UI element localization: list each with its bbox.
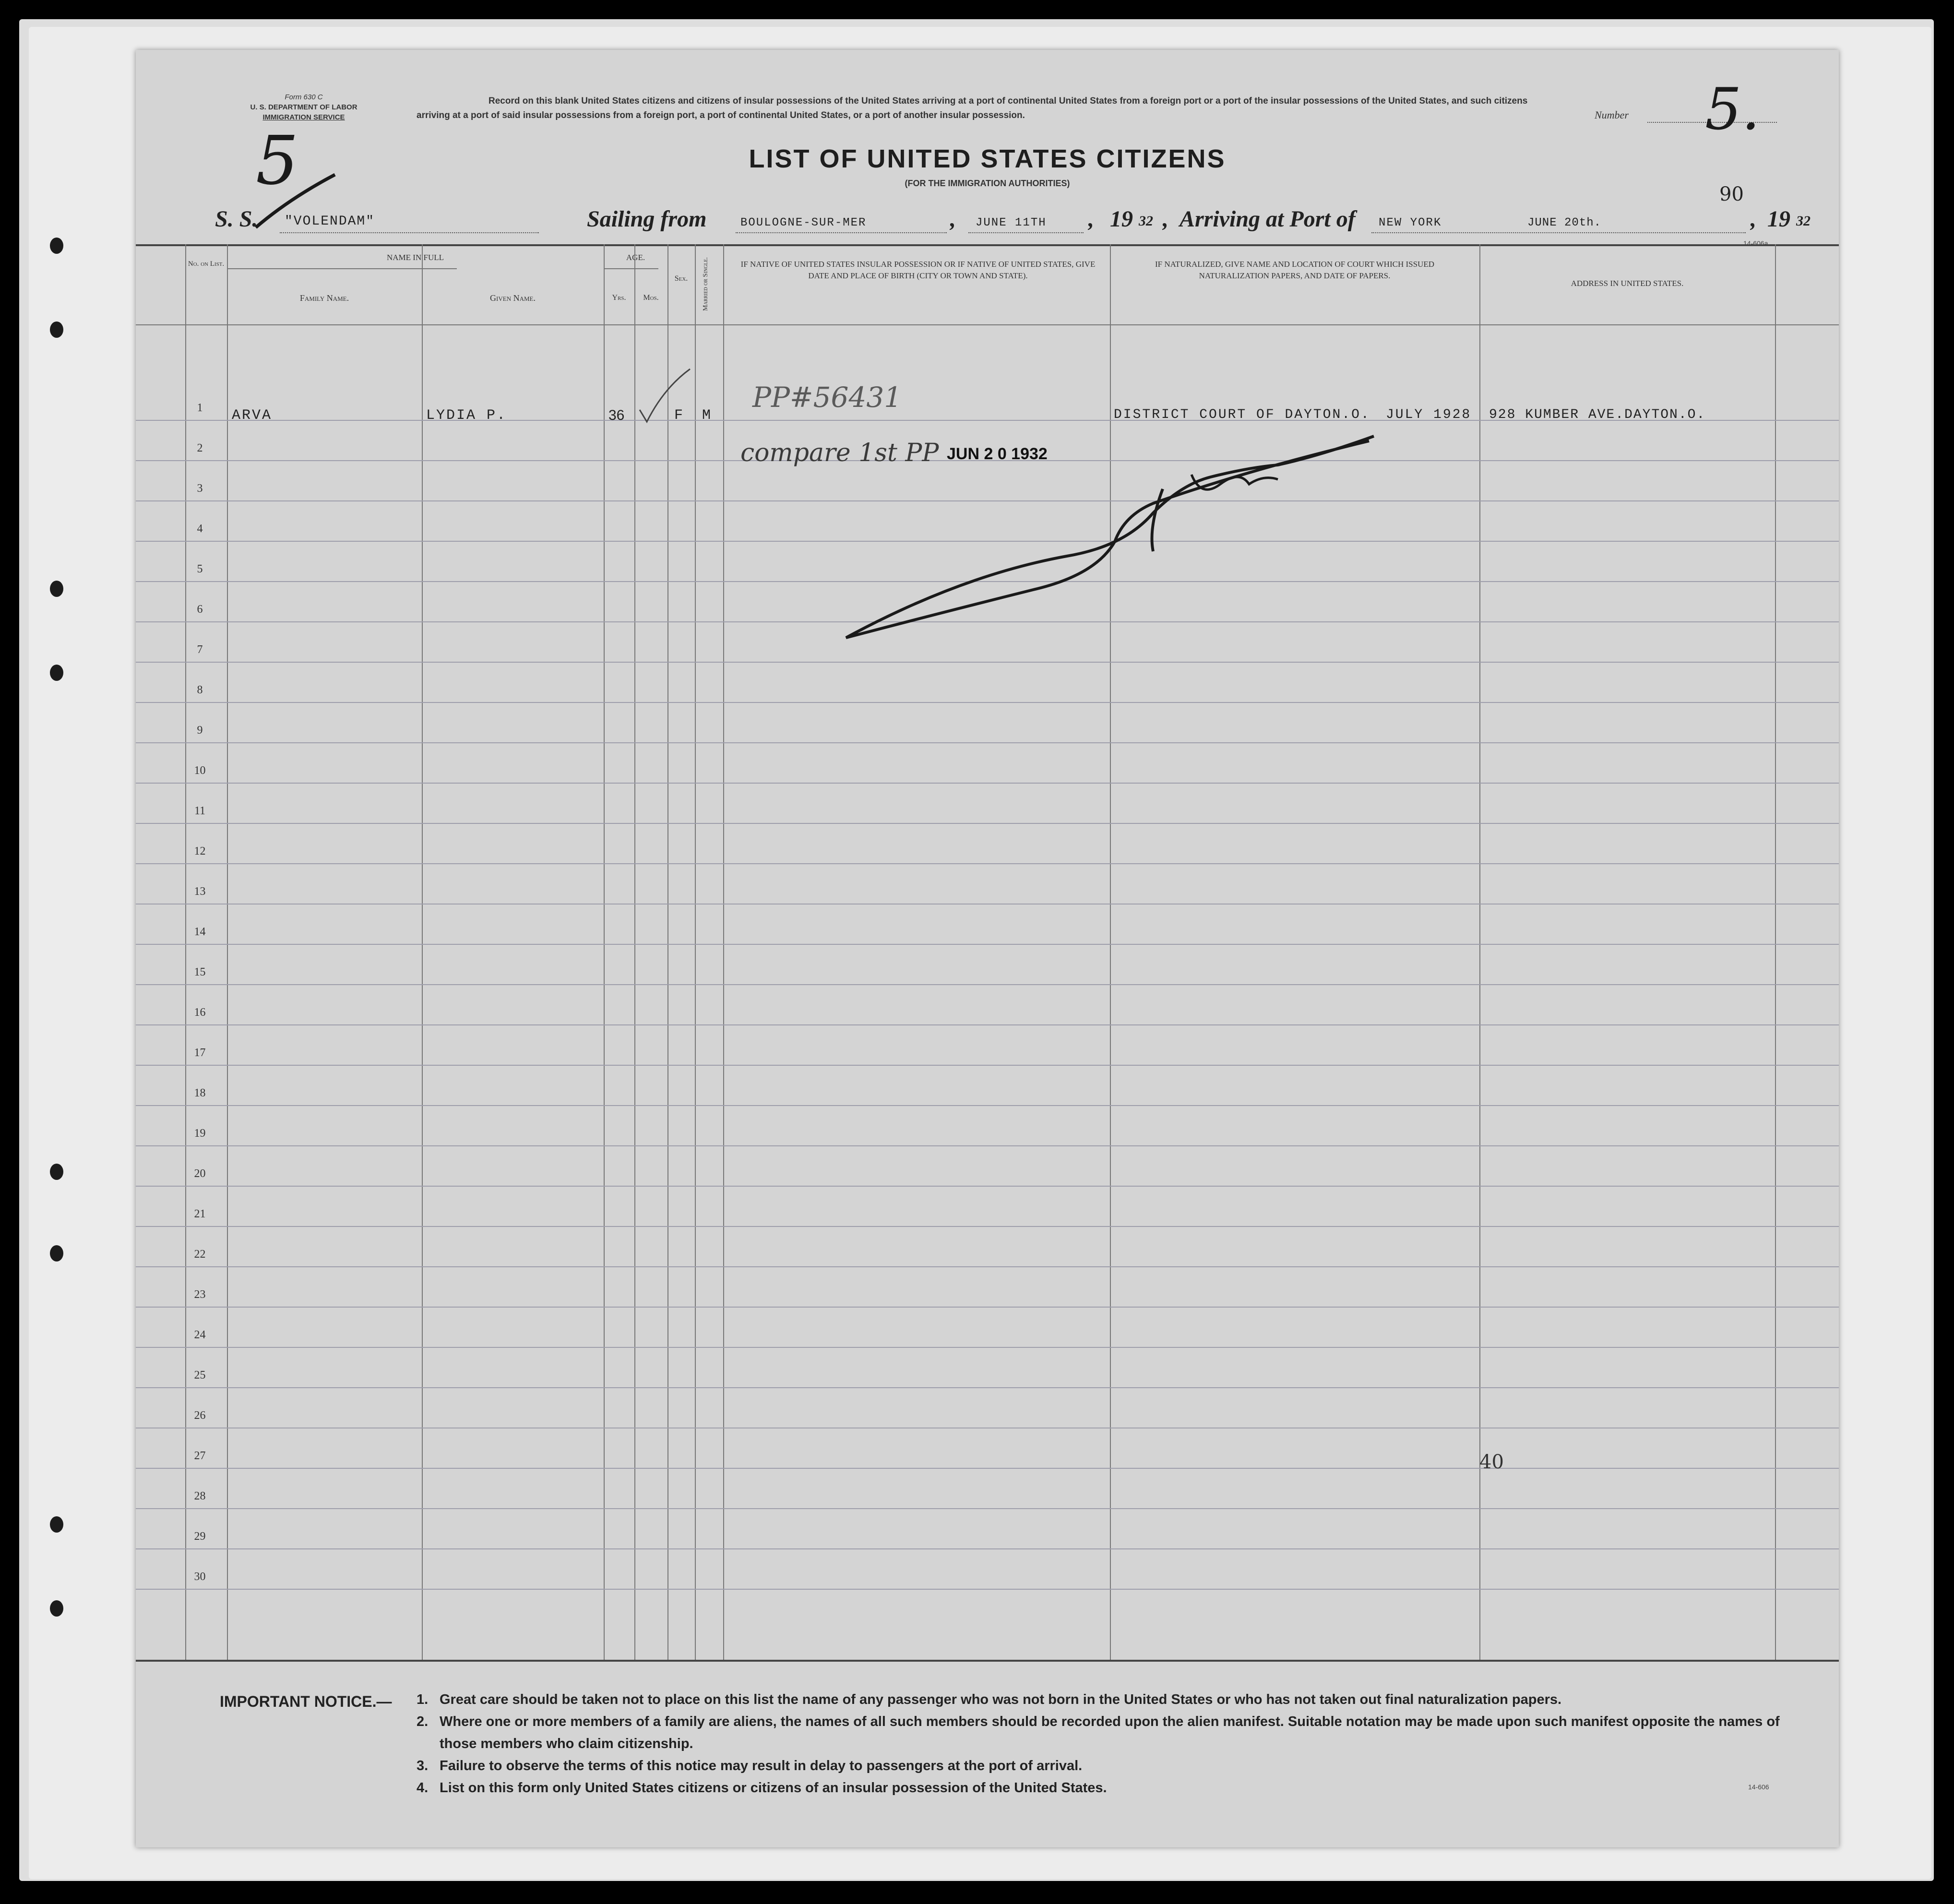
row-number: 13 (194, 885, 206, 898)
header-naturalized: IF NATURALIZED, GIVE NAME AND LOCATION OF COURT WHICH ISSUED NATURALIZATION PAPERS, AND DATE OF PAPERS. (1155, 260, 1434, 280)
service: IMMIGRATION SERVICE (262, 113, 345, 121)
notice-lead: IMPORTANT NOTICE.— (220, 1693, 392, 1710)
comma-sep: , (1163, 206, 1168, 232)
number-label: Number (1595, 109, 1629, 121)
binder-hole (50, 1164, 63, 1180)
table-row (136, 1548, 1839, 1549)
row-number: 24 (194, 1329, 206, 1341)
table-row (136, 1226, 1839, 1227)
col-rule (695, 244, 696, 1660)
row-number: 18 (194, 1087, 206, 1099)
table-row (136, 1266, 1839, 1267)
col-rule (1775, 244, 1776, 1660)
row-number: 1 (197, 402, 203, 414)
notice-item-text: Failure to observe the terms of this notice may result in delay to passengers at the port of arrival. (440, 1758, 1083, 1773)
row-number: 30 (194, 1571, 206, 1583)
page-mark: 40 (1479, 1451, 1504, 1473)
check-mark (630, 364, 697, 431)
header-given-name: Given Name. (490, 293, 536, 303)
notice-item-text: Great care should be taken not to place on this list the name of any passenger who was not born in the United States or who has not taken out final naturalization papers. (440, 1692, 1562, 1707)
row-number: 20 (194, 1167, 206, 1180)
arrival-date: JUNE 20th. (1527, 216, 1602, 229)
binder-hole (50, 1516, 63, 1533)
col-rule (1479, 244, 1480, 1660)
row-number: 6 (197, 603, 203, 616)
table-row (136, 1065, 1839, 1066)
table-bottom-rule (136, 1660, 1839, 1662)
header-age-months: Mos. (643, 294, 659, 302)
row-number: 7 (197, 643, 203, 656)
printer-code-top: 14-606a (1743, 239, 1768, 247)
table-row (136, 662, 1839, 663)
arrival-port: NEW YORK (1379, 216, 1442, 229)
arrival-port-line (1371, 232, 1746, 233)
col-rule (667, 244, 668, 1660)
comma-sep: , (1088, 206, 1094, 232)
compare-note: compare 1st PP (740, 439, 939, 467)
form-instructions: Record on this blank United States citizens and citizens of insular possessions of the United States arriving at a port of continental United States from a foreign port or a port of the insular possessions of the United States, and such citizens arriving at a port of said insular possessions from a foreign port, a port of continental United States, or a port of another insular possession. (417, 96, 1528, 120)
comma-sep: , (950, 206, 956, 232)
entry-marital-status: M (702, 407, 713, 424)
notice-item: 1. Great care should be taken not to place on this list the name of any passenger who was not born in the United States or who has not taken out final naturalization papers. (417, 1692, 1562, 1707)
row-number: 22 (194, 1248, 206, 1261)
col-rule (227, 244, 228, 1660)
table-row (136, 984, 1839, 985)
arriving-label: Arriving at Port of (1180, 206, 1356, 232)
notice-item-text: Where one or more members of a family are aliens, the names of all such members should be recorded upon the alien manifest. Suitable notation may be made upon such manifest opposite the names of those members who claim citizenship. (440, 1714, 1780, 1751)
departure-date: JUNE 11TH (976, 216, 1047, 229)
table-row (136, 1145, 1839, 1146)
ship-name: "VOLENDAM" (285, 214, 375, 229)
table-row (136, 702, 1839, 703)
row-number: 4 (197, 523, 203, 535)
row-number: 28 (194, 1490, 206, 1502)
table-row (136, 1387, 1839, 1388)
table-row (136, 1589, 1839, 1590)
row-number: 8 (197, 684, 203, 696)
row-number: 17 (194, 1047, 206, 1059)
row-number: 29 (194, 1530, 206, 1543)
binder-hole (50, 321, 63, 338)
binder-hole (50, 238, 63, 254)
row-number: 11 (194, 805, 206, 817)
row-number: 27 (194, 1450, 206, 1462)
row-number: 9 (197, 724, 203, 737)
col-rule (422, 244, 423, 1660)
col-rule (634, 244, 635, 1660)
header-no-on-list: No. on List. (188, 260, 225, 268)
corner-number: 5 (256, 122, 299, 200)
table-row (136, 1186, 1839, 1187)
form-identifier (205, 92, 402, 122)
notice-item: 2. Where one or more members of a family are aliens, the names of all such members should be recorded upon the alien manifest. Suitable notation may be made upon such manifest opposite the names of those members who claim citizenship. (417, 1714, 1780, 1751)
binder-hole (50, 1600, 63, 1617)
entry-naturalization-court: DISTRICT COURT OF DAYTON.O. (1114, 407, 1370, 422)
entry-naturalization-date: JULY 1928 (1386, 407, 1472, 422)
departure-year-prefix: 19 (1110, 206, 1133, 232)
entry-sex: F (674, 407, 685, 424)
row-number: 10 (194, 764, 206, 777)
notice-list (417, 1689, 1818, 1799)
departure-port: BOULOGNE-SUR-MER (740, 216, 867, 229)
notice-item: 4. List on this form only United States citizens or citizens of an insular possession of the United States. (417, 1780, 1107, 1796)
table-row (136, 823, 1839, 824)
table-row (136, 944, 1839, 945)
top-right-number: 90 (1719, 183, 1744, 205)
printer-code: 14-606 (1748, 1783, 1769, 1791)
header-native: IF NATIVE OF UNITED STATES INSULAR POSSESSION OR IF NATIVE OF UNITED STATES, GIVE DATE AND PLACE OF BIRTH (CITY OR TOWN AND STATE). (740, 260, 1096, 280)
manifest-number: 5. (1705, 76, 1760, 143)
entry-family-name: ARVA (232, 407, 273, 424)
header-sex: Sex. (674, 274, 688, 283)
row-number: 19 (194, 1127, 206, 1140)
table-row (136, 783, 1839, 784)
row-number: 2 (197, 442, 203, 454)
passport-note: PP#56431 (752, 381, 902, 414)
row-number: 14 (194, 926, 206, 938)
row-number: 21 (194, 1208, 206, 1220)
voyage-details (136, 194, 1839, 237)
page-subtitle: (FOR THE IMMIGRATION AUTHORITIES) (905, 178, 1070, 188)
department: U. S. DEPARTMENT OF LABOR (250, 103, 357, 111)
table-row (136, 1307, 1839, 1308)
entry-age-years: 36 (608, 407, 625, 423)
header-age-years: Yrs. (612, 294, 626, 302)
row-number: 23 (194, 1288, 206, 1301)
notice-item: 3. Failure to observe the terms of this notice may result in delay to passengers at the port of arrival. (417, 1758, 1083, 1773)
manifest-table (136, 244, 1839, 1660)
header-married-single: Married or Single. (702, 257, 709, 311)
departure-year: 32 (1139, 213, 1153, 229)
entry-given-name: LYDIA P. (426, 407, 507, 424)
date-stamp: JUN 2 0 1932 (947, 445, 1048, 463)
header-address: ADDRESS IN UNITED STATES. (1571, 279, 1684, 288)
notice-item-text: List on this form only United States citizens or citizens of an insular possession of the United States. (440, 1780, 1107, 1796)
departure-port-line (736, 232, 947, 233)
table-row (136, 1468, 1839, 1469)
header-bottom-rule (136, 324, 1839, 325)
table-top-rule (136, 244, 1839, 246)
binder-hole (50, 665, 63, 681)
entry-address: 928 KUMBER AVE.DAYTON.O. (1489, 407, 1706, 422)
ship-name-line (280, 232, 539, 233)
col-rule (723, 244, 724, 1660)
age-subhead-rule (604, 268, 658, 269)
row-number: 25 (194, 1369, 206, 1381)
table-row (136, 742, 1839, 743)
table-row (136, 1508, 1839, 1509)
inspector-signature (817, 431, 1441, 643)
binder-hole (50, 1245, 63, 1261)
row-number: 3 (197, 482, 203, 495)
header-family-name: Family Name. (299, 293, 349, 303)
comma-sep: , (1751, 206, 1756, 232)
table-row (136, 1105, 1839, 1106)
page-title: LIST OF UNITED STATES CITIZENS (749, 144, 1226, 173)
departure-date-line (968, 232, 1084, 233)
binder-hole (50, 581, 63, 597)
sailing-from-label: Sailing from (587, 206, 707, 232)
table-row (136, 1347, 1839, 1348)
table-row (136, 863, 1839, 864)
header-name-in-full: NAME IN FULL (387, 253, 444, 262)
row-number: 15 (194, 966, 206, 978)
arrival-year: 32 (1796, 213, 1811, 229)
col-rule (604, 244, 605, 1660)
row-number: 26 (194, 1409, 206, 1422)
table-row (136, 1024, 1839, 1025)
arrival-year-prefix: 19 (1767, 206, 1790, 232)
row-number: 5 (197, 563, 203, 575)
row-number: 12 (194, 845, 206, 857)
form-number: Form 630 C (285, 93, 323, 101)
header-age: AGE. (626, 253, 645, 262)
col-rule (185, 244, 186, 1660)
manifest-sheet (136, 50, 1839, 1847)
row-number: 16 (194, 1006, 206, 1019)
ss-label: S. S. (215, 206, 258, 232)
